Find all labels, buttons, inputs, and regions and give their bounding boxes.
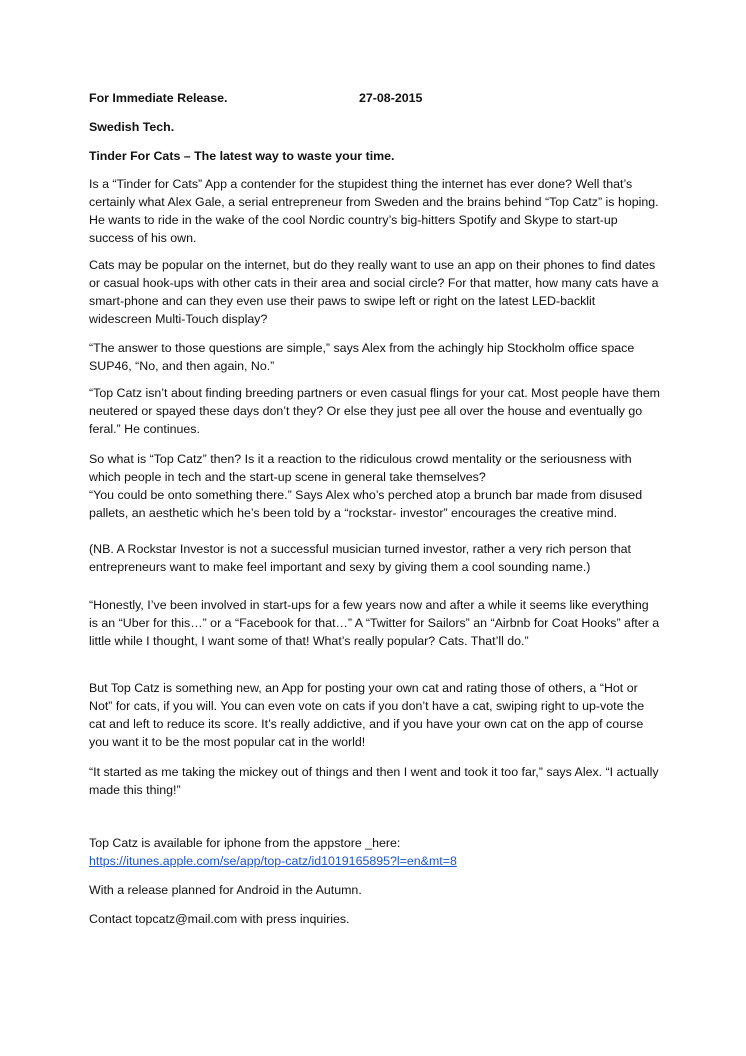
paragraph-9 [89, 763, 661, 799]
paragraph-4 [89, 384, 661, 438]
paragraph-text: “Honestly, I’ve been involved in start-ups for a few years now and after a while it seems like everything is an “Uber for this…” or a “Facebook for that…” A “Twitter for Sailors” an “Airbnb for Coat Hooks” after a little while I thought, I want some of that! What’s really popular? Cats. That’ll do.” [89, 598, 660, 648]
category-block [89, 118, 661, 136]
availability-block [89, 834, 661, 870]
paragraph-3 [89, 339, 661, 375]
availability-text: Top Catz is available for iphone from the appstore _here: [89, 836, 401, 850]
release-date: 27-08-2015 [359, 91, 423, 105]
headline-block [89, 147, 661, 165]
paragraph-text: So what is “Top Catz” then? Is it a reaction to the ridiculous crowd mentality or the seriousness with which people in tech and the start-up scene in general take themselves? [89, 452, 632, 484]
paragraph-text: “Top Catz isn’t about finding breeding partners or even casual flings for your cat. Most people have them neutered or spayed these days don’t they? Or else they just pee all over the house and eventually go feral.” He continues. [89, 386, 660, 436]
paragraph-text: “The answer to those questions are simple,” says Alex from the achingly hip Stockholm office space SUP46, “No, and then again, No.” [89, 341, 635, 373]
paragraph-text: (NB. A Rockstar Investor is not a successful musician turned investor, rather a very rich person that entrepreneurs want to make feel important and sexy by giving them a cool sounding name.) [89, 542, 631, 574]
headline: Tinder For Cats – The latest way to waste your time. [89, 149, 395, 163]
contact-block [89, 910, 661, 928]
contact-text: Contact topcatz@mail.com with press inquiries. [89, 912, 350, 926]
paragraph-5 [89, 450, 661, 522]
paragraph-6 [89, 540, 661, 576]
paragraph-text: “It started as me taking the mickey out of things and then I went and took it too far,” says Alex. “I actually made this thing!” [89, 765, 659, 797]
paragraph-text: Cats may be popular on the internet, but do they really want to use an app on their phones to find dates or casual hook-ups with other cats in their area and social circle? For that matter, how many cats have a smart-phone and can they even use their paws to swipe left or right on the latest LED-backlit widescreen Multi-Touch display? [89, 258, 659, 326]
android-block [89, 881, 661, 899]
appstore-link[interactable]: https://itunes.apple.com/se/app/top-catz/id1019165895?l=en&mt=8 [89, 854, 457, 868]
category-heading: Swedish Tech. [89, 120, 175, 134]
release-label: For Immediate Release. [89, 91, 228, 105]
paragraph-text: Is a “Tinder for Cats” App a contender for the stupidest thing the internet has ever done? Well that’s certainly what Alex Gale, a serial entrepreneur from Sweden and the brains behind “Top Catz” is hoping. He wants to ride in the wake of the cool Nordic country’s big-hitters Spotify and Skype to start-up success of his own. [89, 177, 659, 245]
paragraph-8 [89, 679, 661, 751]
paragraph-text: “You could be onto something there.” Says Alex who’s perched atop a brunch bar made from disused pallets, an aesthetic which he’s been told by a “rockstar- investor” encourages the creative mind. [89, 488, 643, 520]
paragraph-2 [89, 256, 661, 328]
android-release-text: With a release planned for Android in the Autumn. [89, 883, 362, 897]
paragraph-text: But Top Catz is something new, an App for posting your own cat and rating those of others, a “Hot or Not” for cats, if you will. You can even vote on cats if you don’t have a cat, swiping right to up-vote the cat and left to reduce its score. It’s really addictive, and if you have your own cat on the app of course you want it to be the most popular cat in the world! [89, 681, 645, 749]
paragraph-1 [89, 175, 661, 247]
paragraph-7 [89, 596, 661, 650]
